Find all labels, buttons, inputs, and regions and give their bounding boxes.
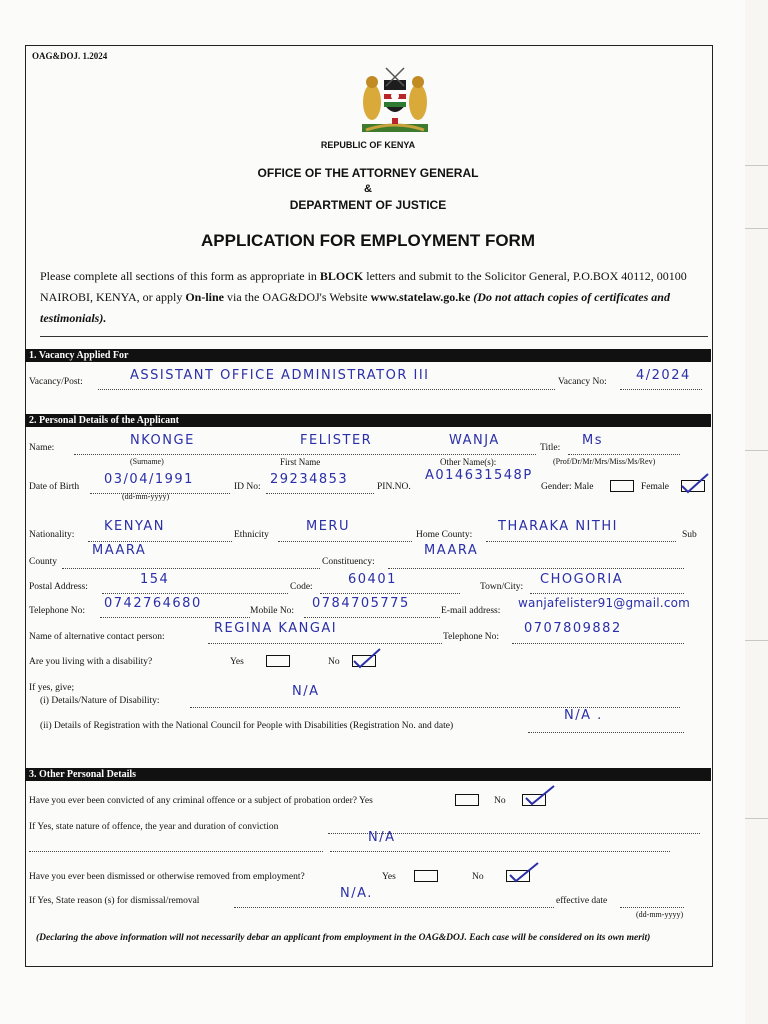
effective-date-label: effective date xyxy=(556,896,608,906)
dismissal-field[interactable]: N/A. xyxy=(340,886,373,901)
town-field[interactable]: CHOGORIA xyxy=(540,572,624,587)
vacancy-no-label: Vacancy No: xyxy=(558,377,607,387)
ampersand-heading: & xyxy=(364,183,372,195)
id-label: ID No: xyxy=(234,482,261,492)
vacancy-label: Vacancy/Post: xyxy=(29,377,83,387)
home-county-label: Home County: xyxy=(416,530,473,540)
dob-label: Date of Birth xyxy=(29,482,80,492)
other-name-caption: Other Name(s): xyxy=(440,457,497,467)
section-3-header: 3. Other Personal Details xyxy=(25,768,711,781)
section-2-header: 2. Personal Details of the Applicant xyxy=(25,414,711,427)
code-label: Code: xyxy=(290,582,313,592)
disability-nature-field[interactable]: N/A xyxy=(292,684,320,699)
subcounty-field[interactable]: MAARA xyxy=(92,543,147,558)
surname-field[interactable]: NKONGE xyxy=(130,433,195,448)
disability-no-tick-mark-icon xyxy=(350,647,384,669)
first-name-caption: First Name xyxy=(280,457,321,467)
constituency-label: Constituency: xyxy=(322,557,375,567)
postal-address-field[interactable]: 154 xyxy=(140,572,170,587)
dismissal-label: If Yes, State reason (s) for dismissal/removal xyxy=(29,896,200,906)
dismissed-yes-label: Yes xyxy=(382,872,396,882)
form-title: APPLICATION FOR EMPLOYMENT FORM xyxy=(200,231,535,250)
disability-nature-label: (i) Details/Nature of Disability: xyxy=(40,696,160,706)
mobile-field[interactable]: 0784705775 xyxy=(312,596,410,611)
dismissed-no-label: No xyxy=(472,872,484,882)
telephone-label: Telephone No: xyxy=(29,606,86,616)
male-checkbox[interactable] xyxy=(610,480,634,492)
section-1-header: 1. Vacancy Applied For xyxy=(25,349,711,362)
name-label: Name: xyxy=(29,443,55,453)
department-heading: DEPARTMENT OF JUSTICE xyxy=(289,198,447,212)
disability-no-label: No xyxy=(328,657,340,667)
id-field[interactable]: 29234853 xyxy=(270,472,349,487)
form-code: OAG&DOJ. 1.2024 xyxy=(32,51,108,61)
vacancy-no-field[interactable]: 4/2024 xyxy=(636,368,691,383)
convicted-no-tick-mark-icon xyxy=(522,784,556,806)
disability-yes-label: Yes xyxy=(230,657,244,667)
convicted-no-label: No xyxy=(494,796,506,806)
dob-field[interactable]: 03/04/1991 xyxy=(104,472,194,487)
nationality-field[interactable]: KENYAN xyxy=(104,519,166,534)
office-heading: OFFICE OF THE ATTORNEY GENERAL xyxy=(257,166,479,180)
offence-label: If Yes, state nature of offence, the year and duration of conviction xyxy=(29,822,279,832)
email-label: E-mail address: xyxy=(441,606,501,616)
county-label: County xyxy=(29,557,57,567)
alt-contact-label: Name of alternative contact person: xyxy=(29,632,165,642)
female-tick-mark-icon xyxy=(678,472,712,494)
dismissed-yes-checkbox[interactable] xyxy=(414,870,438,882)
alt-telephone-label: Telephone No: xyxy=(443,632,500,642)
town-label: Town/City: xyxy=(480,582,524,592)
instructions-divider xyxy=(40,336,708,337)
first-name-field[interactable]: FELISTER xyxy=(300,433,373,448)
instructions-paragraph: Please complete all sections of this form as appropriate in BLOCK letters and submit to the Solicitor General, P.O.BOX 40112, 00100 NAIROBI, KENYA, or apply On-line via the OAG&DOJ's Website www.statelaw.go.ke (Do not attach copies of certificates and testimonials). xyxy=(40,269,687,325)
other-name-field[interactable]: WANJA xyxy=(449,433,500,448)
constituency-field[interactable]: MAARA xyxy=(424,543,479,558)
registration-label: (ii) Details of Registration with the National Council for People with Disabilities (Registration No. and date) xyxy=(40,721,454,731)
home-county-field[interactable]: THARAKA NITHI xyxy=(498,519,618,534)
telephone-field[interactable]: 0742764680 xyxy=(104,596,202,611)
pin-field[interactable]: A014631548P xyxy=(425,468,533,483)
ethnicity-label: Ethnicity xyxy=(234,530,269,540)
registration-field[interactable]: N/A . xyxy=(564,708,603,723)
republic-heading: REPUBLIC OF KENYA xyxy=(320,140,416,150)
vacancy-field[interactable]: ASSISTANT OFFICE ADMINISTRATOR III xyxy=(130,368,430,383)
coat-of-arms-emblem xyxy=(356,60,434,136)
dismissed-no-tick-mark-icon xyxy=(506,861,540,883)
title-label: Title: xyxy=(540,443,561,453)
convicted-question: Have you ever been convicted of any criminal offence or a subject of probation order? Yes xyxy=(29,796,373,806)
mobile-label: Mobile No: xyxy=(250,606,295,616)
nationality-label: Nationality: xyxy=(29,530,75,540)
effective-date-caption: (dd-mm-yyyy) xyxy=(636,910,684,919)
gender-male-label: Gender: Male xyxy=(541,482,594,492)
dismissed-question: Have you ever been dismissed or otherwise removed from employment? xyxy=(29,872,305,882)
alt-contact-field[interactable]: REGINA KANGAI xyxy=(214,621,338,636)
disability-yes-checkbox[interactable] xyxy=(266,655,290,667)
dob-caption: (dd-mm-yyyy) xyxy=(122,492,170,501)
code-field[interactable]: 60401 xyxy=(348,572,397,587)
page-edge xyxy=(745,0,768,1024)
title-caption: (Prof/Dr/Mr/Mrs/Miss/Ms/Rev) xyxy=(553,457,656,466)
declaration-note: (Declaring the above information will not necessarily debar an applicant from employment in the OAG&DOJ. Each case will be considered on its own merit) xyxy=(36,933,651,943)
disability-question: Are you living with a disability? xyxy=(29,657,153,667)
ethnicity-field[interactable]: MERU xyxy=(306,519,350,534)
offence-field[interactable]: N/A xyxy=(368,830,396,845)
pin-label: PIN.NO. xyxy=(377,482,411,492)
if-yes-label: If yes, give; xyxy=(29,683,75,693)
convicted-yes-checkbox[interactable] xyxy=(455,794,479,806)
alt-telephone-field[interactable]: 0707809882 xyxy=(524,621,622,636)
postal-address-label: Postal Address: xyxy=(29,582,88,592)
surname-caption: (Surname) xyxy=(130,457,164,466)
email-field[interactable]: wanjafelister91@gmail.com xyxy=(518,596,691,610)
female-label: Female xyxy=(641,482,669,492)
sub-label: Sub xyxy=(682,530,697,540)
title-field[interactable]: Ms xyxy=(582,433,603,448)
